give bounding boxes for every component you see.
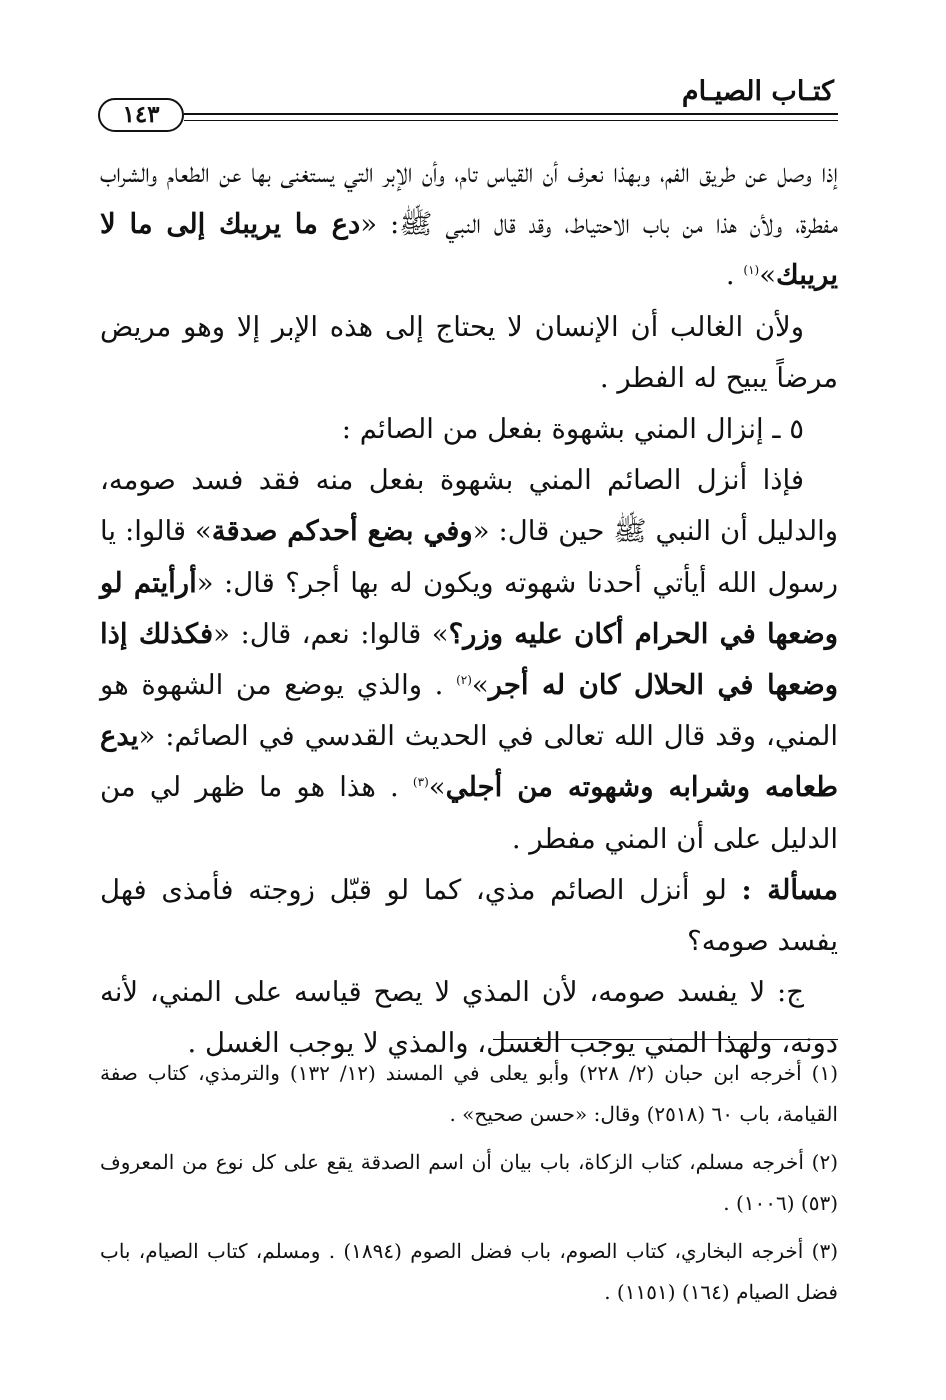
page-number: ١٤٣ bbox=[98, 98, 184, 132]
paragraph-1-text: إذا وصل عن طريق الفم، وبهذا نعرف أن القياس تام، وأن الإبر التي يستغنى بها عن الطعام والشراب مفطرة، ولأن هذا من باب الاحتياط، وقد قال النبي ﷺ: « bbox=[100, 157, 838, 241]
paragraph-4 bbox=[100, 455, 838, 865]
paragraph-4-text-a: فإذا أنزل الصائم المني بشهوة بفعل منه فقد فسد صومه، والدليل أن النبي ﷺ حين قال: « bbox=[100, 464, 839, 548]
footnote-ref-3[interactable]: (٣) bbox=[412, 775, 429, 790]
hadith-quote-4: فكذلك إذا وضعها في الحلال كان له أجر bbox=[100, 617, 838, 702]
footnote-2: (٢) أخرجه مسلم، كتاب الزكاة، باب بيان أن اسم الصدقة يقع على كل نوع من المعروف (٥٣) (١٠٠٦) . bbox=[100, 1150, 838, 1215]
hadith-quote-5: يدع طعامه وشرابه وشهوته من أجلي bbox=[100, 720, 838, 804]
hadith-quote-2: وفي بضع أحدكم صدقة bbox=[211, 515, 473, 548]
paragraph-4-text-d: » قالوا: نعم، قال: « bbox=[213, 617, 449, 650]
paragraph-4-text-h: . هذا هو ما ظهر لي من الدليل على أن المني مفطر . bbox=[100, 771, 838, 855]
footnote-1: (١) أخرجه ابن حبان (٢/ ٢٢٨) وأبو يعلى في المسند (١٢/ ١٣٢) والترمذي، كتاب صفة القيامة، باب ٦٠ (٢٥١٨) وقال: «حسن صحيح» . bbox=[100, 1061, 838, 1126]
header-rule bbox=[184, 113, 838, 121]
footnote-3: (٣) أخرجه البخاري، كتاب الصوم، باب فضل الصوم (١٨٩٤) . ومسلم، كتاب الصيام، باب فضل الصيام (١٦٤) (١١٥١) . bbox=[100, 1239, 838, 1304]
issue-paragraph bbox=[100, 865, 838, 967]
issue-question: لو أنزل الصائم مذي، كما لو قبّل زوجته فأمذى فهل يفسد صومه؟ bbox=[100, 873, 838, 958]
paragraph-4-text-e: » bbox=[471, 669, 489, 702]
paragraph-1-end: . bbox=[725, 259, 744, 292]
hadith-quote-3: أرأيتم لو وضعها في الحرام أكان عليه وزر؟ bbox=[100, 566, 838, 650]
paragraph-4-text-c: » قالوا: يا رسول الله أيأتي أحدنا شهوته ويكون له بها أجر؟ قال: « bbox=[100, 515, 839, 599]
main-text bbox=[100, 148, 838, 1070]
paragraph-4-text-g: » bbox=[428, 771, 446, 804]
answer-paragraph: ج: لا يفسد صومه، لأن المذي لا يصح قياسه على المني، لأنه دونه، ولهذا المني يوجب الغسل، والمذي لا يوجب الغسل . bbox=[100, 976, 838, 1060]
quote-close-1: » bbox=[759, 259, 777, 292]
hadith-quote-1: دع ما يريبك إلى ما لا يريبك bbox=[100, 208, 838, 292]
paragraph-4-text-f: . والذي يوضع من الشهوة هو المني، وقد قال الله تعالى في الحديث القدسي في الصائم: « bbox=[100, 669, 838, 753]
footnote-separator bbox=[493, 1039, 838, 1040]
running-title: كتـاب الصيـام bbox=[681, 76, 834, 107]
footnote-ref-1[interactable]: (١) bbox=[743, 263, 760, 278]
section-heading-5: ٥ ـ إنزال المني بشهوة بفعل من الصائم : bbox=[341, 413, 804, 446]
paragraph-1 bbox=[100, 148, 838, 302]
issue-label: مسألة : bbox=[741, 873, 838, 906]
paragraph-2: ولأن الغالب أن الإنسان لا يحتاج إلى هذه الإبر إلا وهو مريض مرضاً يبيح له الفطر . bbox=[100, 310, 838, 394]
footnotes bbox=[100, 1053, 838, 1320]
footnote-ref-2[interactable]: (٢) bbox=[456, 672, 472, 687]
